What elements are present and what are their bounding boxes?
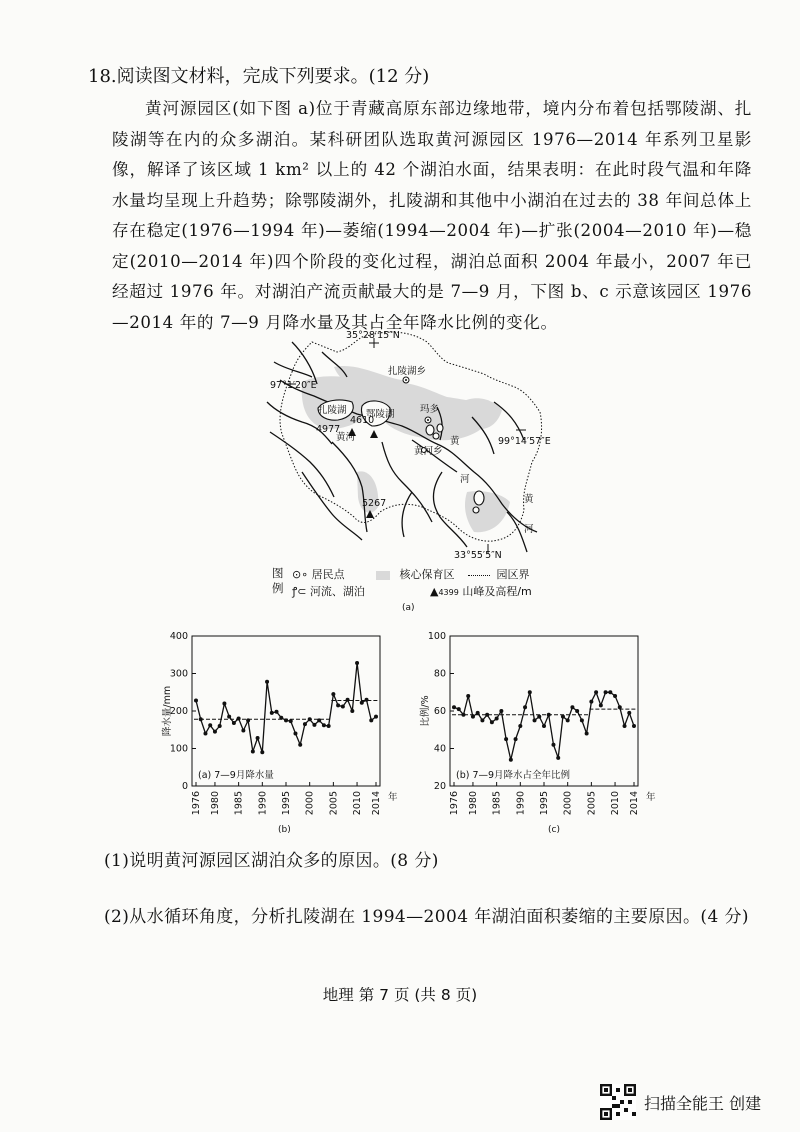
material-paragraph: 黄河源园区(如下图 a)位于青藏高原东部边缘地带，境内分布着包括鄂陵湖、扎陵湖等在内的众多湖泊。某科研团队选取黄河源园区 1976—2014 年系列卫星影像，解译了该区域 1 km² 以上的 42 个湖泊水面，结果表明：在此时段气温和年降水量均呈现上升趋势；除鄂陵湖外，扎陵湖和其他中小湖泊在过去的 38 年间总体上存在稳定(1976—1994 年)—萎缩(1994—2004 年)—扩张(2004—2010 年)—稳定(2010—2014 年)四个阶段的变化过程，湖泊总面积 2004 年最小，2007 年已经超过 1976 年。对湖泊产流贡献最大的是 7—9 月，下图 b、c 示意该园区 1976—2014 年的 7—9 月降水量及其占全年降水比例的变化。 (112, 99, 752, 332)
chart-c-data-point (457, 707, 461, 711)
settlement-legend-icon: ⊙∘ (292, 568, 309, 581)
chart-b-data-point (213, 730, 217, 734)
chart-b-ytick-label: 100 (169, 743, 188, 755)
page-footer: 地理 第 7 页 (共 8 页) (322, 986, 478, 1004)
sub-question-1: (1)说明黄河源园区湖泊众多的原因。(8 分) (104, 851, 439, 871)
chart-c-xtick-label: 2014 (629, 791, 640, 816)
chart-b-xtick-label: 1990 (257, 791, 269, 816)
chart-b-data-point (374, 715, 378, 719)
chart-b-xtick-label: 2000 (304, 791, 316, 816)
zhaling-town-label: 扎陵湖乡 (388, 366, 427, 377)
chart-c-ratio (418, 628, 663, 823)
coord-top-label: 35°28′15″N (346, 330, 400, 341)
chart-b-xtick-label: 1995 (281, 791, 292, 816)
dotted-line-icon (468, 575, 490, 576)
chart-b-data-point (293, 732, 297, 736)
chart-c-data-point (504, 737, 508, 741)
chart-c-data-point (490, 720, 494, 724)
chart-c-xtick-label: 1980 (467, 791, 479, 816)
chart-b-data-point (241, 729, 245, 733)
legend-river-lake: ꝭ⊂ 河流、湖泊 (292, 585, 365, 598)
chart-c-xtick-label: 1976 (449, 791, 460, 816)
legend-core-area: 核心保育区 (376, 566, 455, 582)
chart-c-xlabel: 年 (646, 792, 656, 803)
chart-b-data-point (350, 709, 354, 713)
chart-c-ytick-label: 100 (427, 631, 446, 642)
chart-c-data-point (461, 713, 465, 717)
chart-b-data-point (227, 715, 231, 719)
chart-b-data-point (251, 750, 255, 754)
chart-c-data-point (528, 690, 532, 694)
chart-b-data-point (208, 723, 212, 727)
legend-peak: ▲4399 山峰及高程/m (430, 585, 532, 598)
chart-c-data-point (561, 715, 565, 719)
scanner-stamp (600, 1084, 761, 1120)
chart-c-data-point (618, 705, 622, 709)
chart-c-data-point (613, 694, 617, 698)
chart-c-data-point (575, 709, 579, 713)
river-char-4: 河 (524, 524, 534, 535)
chart-c-data-point (523, 705, 527, 709)
stamp-text: 扫描全能王 创建 (644, 1093, 762, 1113)
chart-c-data-point (547, 713, 551, 717)
chart-b-data-point (317, 718, 321, 722)
chart-c-data-point (594, 690, 598, 694)
core-area-shapes (302, 366, 510, 532)
chart-b-data-point (237, 717, 241, 721)
chart-b-data-point (275, 710, 279, 714)
chart-c-data-point (580, 718, 584, 722)
chart-b-data-point (312, 723, 316, 727)
chart-b-data-point (341, 705, 345, 709)
chart-c-caption: (c) (548, 825, 560, 835)
chart-c-data-point (476, 711, 480, 715)
chart-b-xtick-label: 1980 (209, 791, 221, 816)
huanghe-town-label: 黄河乡 (414, 446, 443, 457)
chart-c-xtick-label: 1985 (491, 791, 503, 816)
chart-c-xtick-label: 2005 (586, 791, 598, 816)
coord-left-label: 97°1′20″E (270, 380, 317, 391)
peak2-label: 4977 (316, 424, 341, 435)
chart-c-data-point (570, 705, 574, 709)
chart-c-data-point (533, 718, 537, 722)
chart-c-data-point (585, 732, 589, 736)
chart-b-data-point (199, 717, 203, 721)
river-lake-legend-icon: ꝭ⊂ (292, 585, 307, 598)
chart-b-xtick-label: 2014 (371, 791, 382, 816)
chart-c-data-point (608, 690, 612, 694)
legend-boundary: 园区界 (468, 566, 530, 582)
chart-c-data-point (495, 717, 499, 721)
chart-b-ylabel: 降水量/mm (162, 685, 173, 737)
chart-b-data-point (322, 723, 326, 727)
core-area-swatch-icon (376, 571, 390, 580)
chart-b-data-point (203, 732, 207, 736)
chart-b-data-point (222, 702, 226, 706)
chart-b-data-point (303, 722, 307, 726)
chart-c-data-point (632, 724, 636, 728)
chart-b-data-point (355, 661, 359, 665)
chart-b-data-point (298, 743, 302, 747)
chart-c-data-point (466, 694, 470, 698)
chart-c-xtick-label: 2010 (610, 791, 622, 816)
chart-c-data-point (480, 718, 484, 722)
chart-c-data-point (518, 724, 522, 728)
chart-c-ytick-label: 20 (433, 781, 446, 792)
eling-lake-label: 鄂陵湖 (366, 409, 395, 420)
chart-b-data-point (270, 711, 274, 715)
chart-b-series-line (196, 663, 376, 752)
chart-c-data-point (514, 737, 518, 741)
chart-c-title: (b) 7—9月降水占全年比例 (456, 770, 571, 781)
chart-b-data-point (289, 719, 293, 723)
chart-c-ytick-label: 40 (433, 743, 446, 755)
chart-c-data-point (499, 709, 503, 713)
question-header: 18.阅读图文材料，完成下列要求。(12 分) (88, 66, 430, 87)
chart-b-data-point (279, 716, 283, 720)
chart-c-xtick-label: 1995 (539, 791, 550, 816)
chart-c-xtick-label: 2000 (562, 791, 574, 816)
chart-b-data-point (336, 703, 340, 707)
chart-b-ytick-label: 200 (169, 706, 188, 717)
chart-c-data-point (452, 705, 456, 709)
chart-c-data-point (566, 718, 570, 722)
chart-b-ytick-label: 400 (169, 631, 188, 642)
chart-c-ytick-label: 80 (433, 668, 446, 680)
chart-b-data-point (265, 680, 269, 684)
chart-b-data-point (360, 701, 364, 705)
maduo-label: 玛多 (420, 404, 440, 415)
chart-b-data-point (327, 724, 331, 728)
chart-b-data-point (256, 736, 260, 740)
chart-c-data-point (542, 724, 546, 728)
chart-b-xtick-label: 2005 (328, 791, 340, 816)
chart-b-data-point (284, 718, 288, 722)
chart-c-data-point (471, 715, 475, 719)
chart-b-xlabel: 年 (388, 792, 398, 803)
chart-c-data-point (556, 756, 560, 760)
map-caption: (a) (402, 603, 415, 613)
chart-b-data-point (331, 692, 335, 696)
chart-b-data-point (260, 750, 264, 754)
chart-b-data-point (246, 718, 250, 722)
chart-c-data-point (623, 724, 627, 728)
river-char-2: 河 (460, 474, 470, 485)
chart-b-ytick-label: 300 (169, 668, 188, 680)
chart-c-data-point (627, 711, 631, 715)
coord-bottom-label: 33°55′5″N (454, 550, 502, 561)
chart-b-title: (a) 7—9月降水量 (198, 770, 274, 781)
chart-b-data-point (194, 699, 198, 703)
map-drawing (262, 322, 562, 572)
zhaling-lake-label: 扎陵湖 (318, 405, 347, 416)
chart-b-xtick-label: 2010 (352, 791, 364, 816)
peak-triangle-icon: ▲ (430, 585, 439, 598)
peak3-label: 5267 (362, 498, 387, 509)
chart-b-data-point (346, 698, 350, 702)
river-char-1: 黄 (450, 436, 460, 447)
chart-c-data-point (537, 715, 541, 719)
chart-b-data-point (369, 718, 373, 722)
chart-b-ytick-label: 0 (181, 781, 188, 792)
river-label-1: 黄河 (336, 432, 356, 443)
chart-b-data-point (308, 717, 312, 721)
coord-right-label: 99°14′57″E (498, 436, 551, 447)
chart-c-ytick-label: 60 (433, 706, 446, 717)
qr-code-icon (600, 1084, 636, 1120)
chart-b-caption: (b) (278, 825, 291, 835)
legend-settlement: ⊙∘ 居民点 (292, 568, 345, 581)
chart-c-data-point (599, 703, 603, 707)
chart-b-xtick-label: 1985 (233, 791, 245, 816)
sub-question-2: (2)从水循环角度，分析扎陵湖在 1994—2004 年湖泊面积萎缩的主要原因。(4 分) (104, 907, 749, 927)
chart-b-precipitation (160, 628, 405, 823)
chart-c-data-point (509, 758, 513, 762)
chart-c-data-point (604, 690, 608, 694)
chart-c-data-point (589, 700, 593, 704)
peak1-label: 4610 (350, 415, 375, 426)
chart-c-data-point (485, 713, 489, 717)
chart-c-data-point (551, 743, 555, 747)
chart-b-data-point (218, 724, 222, 728)
legend-title: 图例 (272, 566, 284, 595)
chart-c-xtick-label: 1990 (515, 791, 527, 816)
chart-b-data-point (365, 698, 369, 702)
chart-b-xtick-label: 1976 (191, 791, 202, 816)
river-char-3: 黄 (524, 494, 534, 505)
chart-b-data-point (232, 721, 236, 725)
chart-c-ylabel: 比例/% (420, 695, 431, 727)
